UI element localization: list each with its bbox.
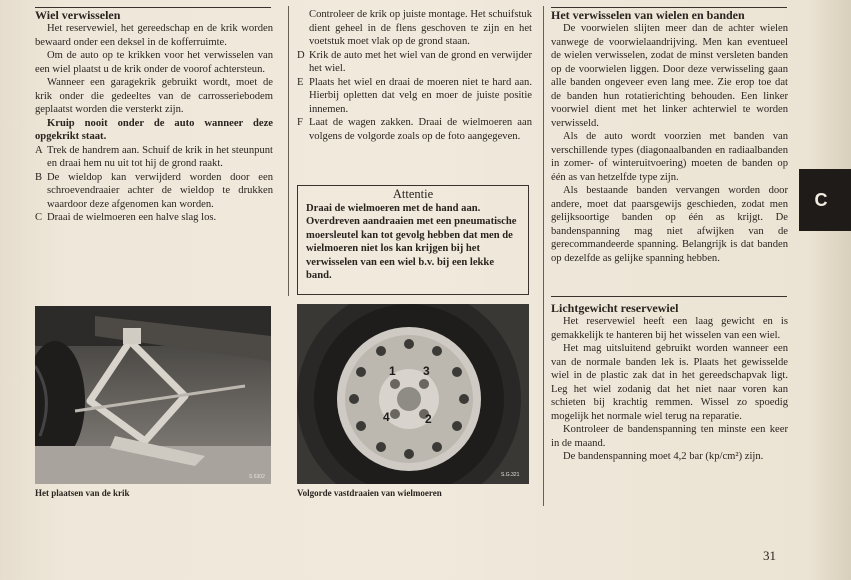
section-title-wielen-banden: Het verwisselen van wielen en banden [551,8,745,22]
middle-column [297,8,532,143]
list-text: Draai de wielmoeren een halve slag los. [47,212,217,223]
column-divider-1 [288,6,289,296]
photo-code: S 6302 [249,474,265,480]
right-column [551,8,788,265]
photo-caption: Het plaatsen van de krik [35,488,130,498]
paragraph: De voorwielen slijten meer dan de achter wielen vanwege de voorwielaandrijving. Men kan eventueel de wielen verwisselen, zodat de minst versleten banden op de voorwielen liggen. Door deze verwisseling gaan alle banden ongeveer even lang mee. Zie erop toe dat de banden hun rotatierichting behouden. Een linker voorwiel dient met het linker achterwiel te worden verwisseld. [551,23,788,129]
paragraph: Controleer de krik op juiste montage. Het schuifstuk dient geheel in de flens geschoven te zijn en het voetstuk moet vlak op de grond staan. [309,9,532,47]
wheel-illustration [297,304,529,484]
list-text: De wieldop kan verwijderd worden door een schroevendraaier achter de wieldop te drukken waardoor deze afgenomen kan worden. [47,171,273,210]
paragraph: Als bestaande banden vervangen worden door andere, moet dat paarsgewijs geschieden, zodat men gelijksoortige banden op één as krijgt. De bandenspanning mag niet afwijken van de gerecommandeerde spanning. Belangrijk is dat banden op dezelfde as gelijke spanning hebben. [551,185,788,264]
list-marker: C [35,212,43,223]
paragraph: Kontroleer de bandenspanning ten minste een keer in de maand. [551,424,788,449]
nut-number: 2 [425,412,432,426]
section-title-reservewiel: Lichtgewicht reservewiel [551,301,679,315]
attention-title: Attentie [392,187,434,201]
list-marker: B [35,171,43,183]
warning-text: Kruip nooit onder de auto wanneer deze opgekrikt staat. [35,117,273,142]
list-text: Laat de wagen zakken. Draai de wielmoeren aan volgens de volgorde zoals op de foto aangegeven. [309,117,532,142]
list-item [297,49,532,76]
right-column-lower [551,301,788,464]
page-number: 31 [763,548,776,563]
list-item [35,144,273,171]
left-column [35,8,273,225]
paragraph: De bandenspanning moet 4,2 bar (kp/cm²) zijn. [563,451,764,462]
paragraph: Het mag uitsluitend gebruikt worden wanneer een van de normale banden lek is. Plaats het gewisselde wiel in de plastic zak dat in het gereedschapvak ligt. Leg het wiel zodanig dat het niet naar voren kan schieten bij krachtig remmen. Wissel zo spoedig mogelijk het normale wiel terug na reparatie. [551,343,788,422]
list-marker: F [297,117,303,128]
paragraph: Het reservewiel heeft een laag gewicht en is gemakkelijk te hanteren bij het wisselen van een wiel. [551,316,788,341]
list-marker: A [35,144,43,156]
nut-number: 3 [423,364,430,378]
list-text: Trek de handrem aan. Schuif de krik in het steunpunt en draai hem nu uit tot hij de grond raakt. [47,144,273,169]
photo-caption: Volgorde vastdraaien van wielmoeren [297,488,442,498]
list-text: Krik de auto met het wiel van de grond en verwijder het wiel. [309,49,532,74]
attention-text: Draai de wielmoeren met de hand aan. Overdreven aandraaien met een pneumatische moersleutel kan tot gevolg hebben dat men de wielmoeren niet los kan krijgen bij het verwisselen van een wiel b.v. bij een lekke band. [306,202,517,281]
paragraph: Om de auto op te krikken voor het verwisselen van een wiel plaatst u de krik onder de voorof achtersteun. [35,50,273,75]
attention-box [297,185,529,295]
list-item [35,211,273,225]
wheel-photo [297,304,529,484]
chapter-tab: C [799,169,851,231]
paragraph: Het reservewiel, het gereedschap en de krik worden bewaard onder een deksel in de kofferruimte. [35,23,273,48]
paragraph: Als de auto wordt voorzien met banden van verschillende types (diagonaalbanden en radiaalbanden in zomer- of winteruitvoering) moeten de banden op één as van hetzelfde type zijn. [551,131,788,183]
list-item [297,116,532,143]
photo-code: S.G.321 [501,472,520,478]
nut-number: 1 [389,364,396,378]
list-item [297,76,532,117]
nut-number: 4 [383,410,390,424]
section-title-wiel-verwisselen: Wiel verwisselen [35,8,121,22]
list-item [35,171,273,212]
paragraph: Wanneer een garagekrik gebruikt wordt, moet de krik onder die gedeeltes van de carrosseriebodem geplaatst worden die versterkt zijn. [35,77,273,115]
column-divider-2 [543,6,544,506]
list-marker: D [297,49,305,61]
list-marker: E [297,76,304,88]
jack-photo [35,306,271,484]
section-rule [551,296,787,297]
jack-illustration [35,306,271,484]
list-text: Plaats het wiel en draai de moeren niet te hard aan. Hierbij opletten dat velg en moer de juiste positie innemen. [309,76,532,115]
